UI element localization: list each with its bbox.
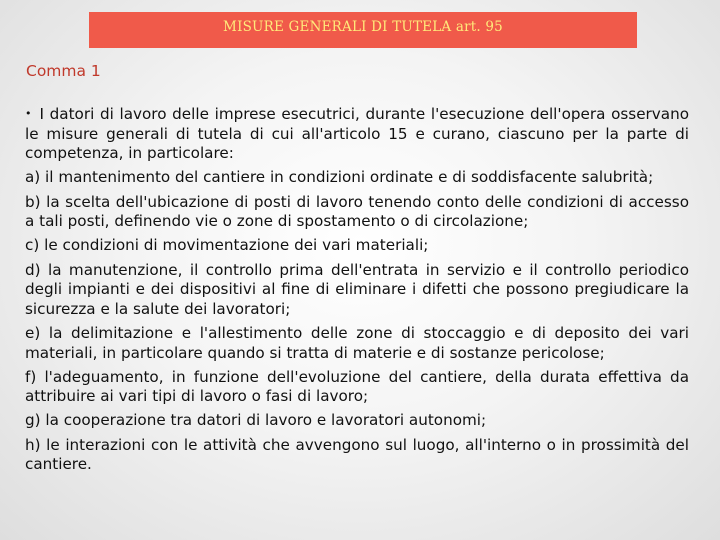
list-item-c: c) le condizioni di movimentazione dei vari materiali; <box>25 236 429 255</box>
list-item-d: d) la manutenzione, il controllo prima dell'entrata in servizio e il controllo periodico degli impianti e dei dispositivi al fine di eliminare i difetti che possono pregiudicare la sicurezza e la salute dei lavoratori; <box>25 260 689 318</box>
section-subtitle: Comma 1 <box>26 62 101 80</box>
list-item-g: g) la cooperazione tra datori di lavoro e lavoratori autonomi; <box>25 411 487 430</box>
list-item-e: e) la delimitazione e l'allestimento delle zone di stoccaggio e di deposito dei vari materiali, in particolare quando si tratta di materie e di sostanze pericolose; <box>25 323 689 362</box>
intro-text: I datori di lavoro delle imprese esecutrici, durante l'esecuzione dell'opera osservano le misure generali di tutela di cui all'articolo 15 e curano, ciascuno per la parte di competenza, in particolare: <box>25 105 689 163</box>
list-item-h: h) le interazioni con le attività che avvengono sul luogo, all'interno o in prossimità del cantiere. <box>25 435 689 474</box>
list-item-b: b) la scelta dell'ubicazione di posti di lavoro tenendo conto delle condizioni di accesso a tali posti, definendo vie o zone di spostamento o di circolazione; <box>25 192 689 231</box>
list-item-a: a) il mantenimento del cantiere in condizioni ordinate e di soddisfacente salubrità; <box>25 168 654 187</box>
bullet-icon: • <box>25 107 32 120</box>
slide-body <box>25 104 689 479</box>
intro-paragraph <box>25 104 689 164</box>
slide-title: MISURE GENERALI DI TUTELA art. 95 <box>223 19 503 35</box>
list-item-f: f) l'adeguamento, in funzione dell'evoluzione del cantiere, della durata effettiva da attribuire ai vari tipi di lavoro o fasi di lavoro; <box>25 367 689 406</box>
title-banner <box>89 12 637 48</box>
